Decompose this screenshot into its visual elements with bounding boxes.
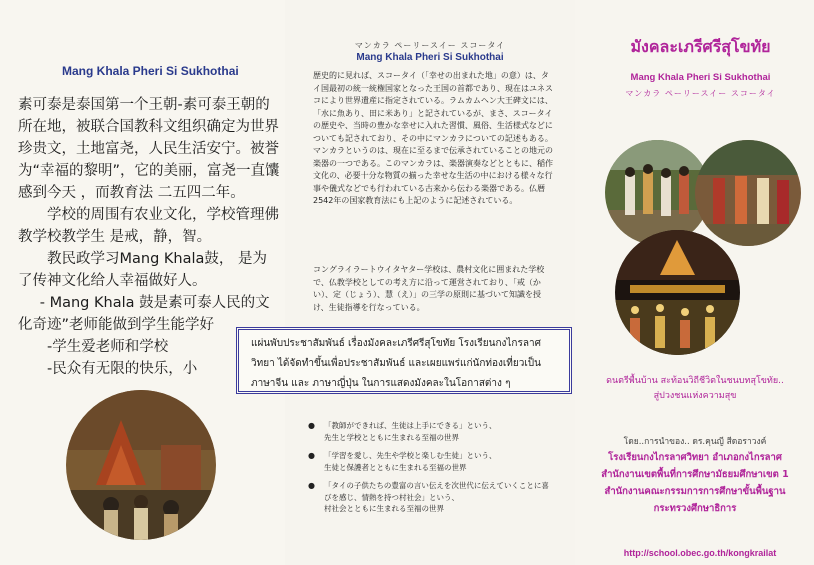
chinese-paragraph: 学校的周围有农业文化，学校管理佛教学校教学生 是戒，静，智。	[18, 207, 279, 245]
cover-heading: Mang Khala Pheri Si Sukhothai	[630, 72, 771, 83]
left-panel	[0, 0, 285, 565]
japanese-paragraph: コングライラートウイタヤター学校は、農村文化に囲まれた学校で、仏教学校としての考え方に沿って運営されており、「戒（かい）、定（じょう）、慧（え）」の三学の原則に基づいて知識を授け、生徒指導を行なっている。	[313, 265, 545, 312]
org-line: กระทรวงศึกษาธิการ	[653, 503, 737, 514]
cover-kana: マンカラ ペーリースイー スコータイ	[625, 89, 776, 98]
author-line: โดย..การนำของ.. ดร.คุนญี สีดอราวงค์	[623, 437, 767, 447]
japanese-paragraph: 歴史的に見れば、スコータイ（「幸せの出まれた地」の意）は、タイ国最初の統一統権国家となった王国の首都であり、現在はユネスコにより世界遺産に指定されている。ラムカムヘン大王碑文には、「水に魚あり、田に米あり」と記されているが、まさ、スコータイの歴史や、当時の豊かな幸せに入れた習慣、風俗、生活様式などについても記されており、その中にマンカラについての記述もある。マンカラというのは、現在に至るまで伝承されていることの地元の楽器の一つである。このマンカラは、楽器演奏などとともに、稲作文化の、必要十分な物質の揃った幸せな生活の中における様々な行事や儀式などでも行われている古来から伝わる楽器である。仏暦2542年の国家教育法にも上記のように記述されている。	[313, 71, 553, 205]
list-item: ● 「教師ができれば、生徒は上手にできる」という、 先生と学校とともに生まれる至福の世界	[308, 420, 553, 443]
school-url: http://school.obec.go.th/kongkrailat	[623, 548, 777, 558]
list-item: ● 「タイの子供たちの豊富の言い伝えを次世代に伝えていくことに喜びを感じ、情熱を持つ村社会」という、 村社会とともに生まれる至福の世界	[308, 480, 553, 515]
org-line: สำนักงานคณะกรรมการการศึกษาขั้นพื้นฐาน	[604, 486, 786, 497]
slogan-line: สู่ปวงชนแห่งความสุข	[653, 391, 737, 401]
chinese-paragraph: - Mang Khala 鼓是素可泰人民的文化奇迹”老师能做到学生能学好	[18, 295, 270, 333]
right-panel	[575, 0, 814, 565]
list-item: ● 「学習を愛し、先生や学校と楽しむ生徒」という、 生徒と保護者とともに生まれる至福の世界	[308, 450, 553, 473]
middle-kana-title: マンカラ ペーリースイー スコータイ	[354, 41, 506, 50]
slogan	[585, 374, 805, 404]
left-heading: Mang Khala Pheri Si Sukhothai	[62, 64, 239, 78]
cover-title: มังคละเภรีศรีสุโขทัย	[630, 37, 771, 56]
chinese-paragraph: 素可泰是泰国第一个王朝-素可泰王朝的所在地，被联合国教科文组织确定为世界珍贵文，土地富尧，人民生活安宁。被誉为“幸福的黎明”，它的美丽，富尧一直馕感到今天 ，而教育法 二五四二年。	[18, 97, 280, 201]
slogan-line: ดนตรีพื้นบ้าน สะท้อนวิถีชีวิตในชนบทสุโขทัย..	[606, 376, 784, 386]
performers-photo	[695, 140, 801, 246]
middle-heading: Mang Khala Pheri Si Sukhothai	[356, 52, 504, 63]
temple-photo	[66, 390, 216, 540]
chinese-paragraph: -民众有无限的快乐，小	[47, 361, 198, 377]
org-line: สำนักงานเขตพื้นที่การศึกษามัธยมศึกษาเขต 1	[601, 469, 789, 480]
bullet-list	[308, 420, 553, 522]
org-line: โรงเรียนกงไกรลาศวิทยา อำเภอกงไกรลาศ	[608, 452, 782, 463]
thai-callout-box: แผ่นพับประชาสัมพันธ์ เรื่องมังคละเภรีศรีสุโขทัย โรงเรียนกงไกรลาศวิทยา ได้จัดทำขึ้นเพื่อประชาสัมพันธ์ และเผยแพร่แก่นักท่องเที่ยวเป็นภาษาจีน และ ภาษาญี่ปุ่น ในการแสดงมังคละในโอกาสต่าง ๆ	[236, 327, 572, 394]
chinese-paragraph: -学生爱老师和学校	[47, 339, 169, 355]
night-show-photo	[615, 230, 740, 355]
organization-block	[581, 435, 809, 517]
chinese-paragraph: 教民政学习Mang Khala鼓， 是为了传神文化给人幸福做好人。	[18, 251, 268, 289]
